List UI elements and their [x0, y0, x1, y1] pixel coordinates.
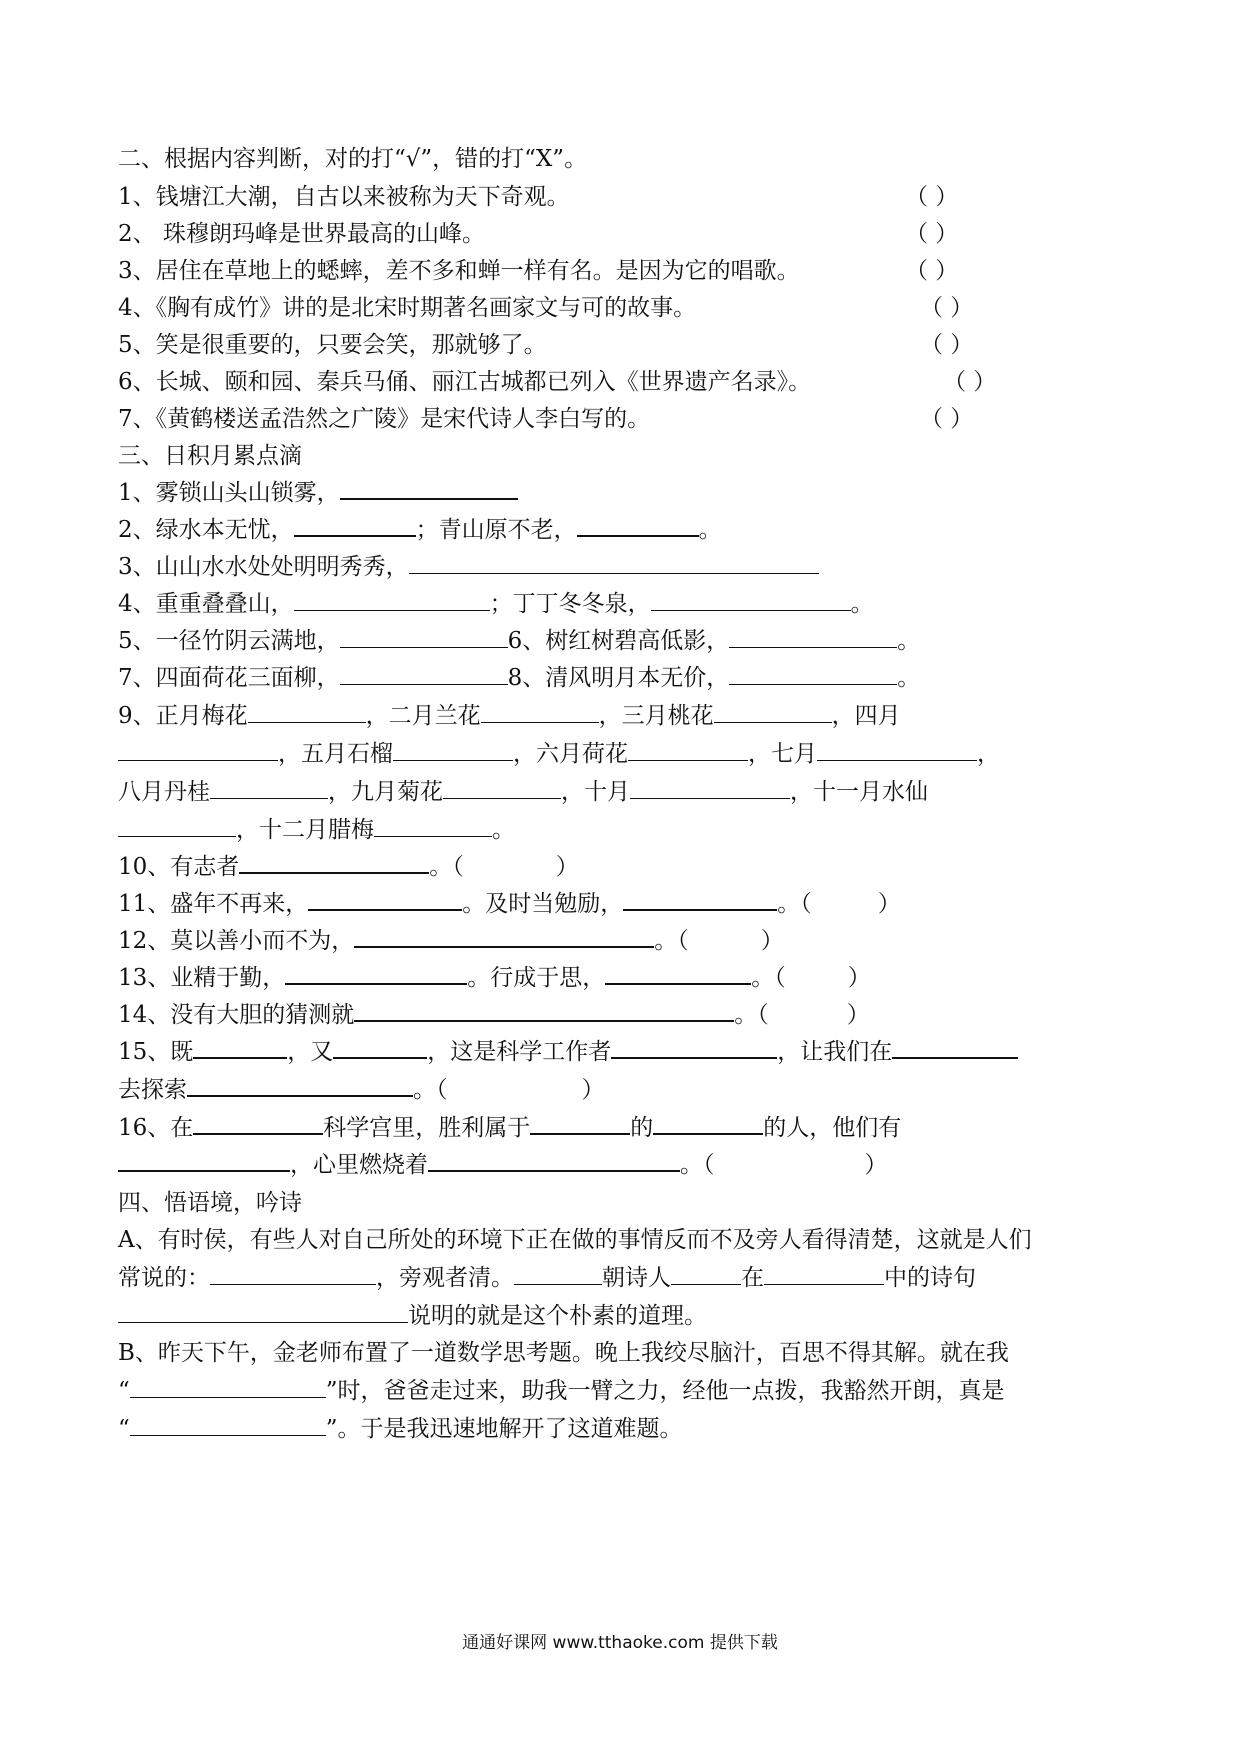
fill-text: 2、绿水本无忧，: [118, 517, 294, 543]
answer-blank[interactable]: [118, 740, 278, 761]
para-a-line-2: [118, 1263, 976, 1293]
fill-text: 去探索: [118, 1077, 187, 1103]
fill-text: 。: [897, 665, 921, 691]
answer-blank[interactable]: [623, 889, 777, 911]
footer-watermark: 通通好课网 www.tthaoke.com 提供下载: [462, 1633, 778, 1653]
answer-blank[interactable]: [443, 778, 561, 799]
answer-blank[interactable]: [481, 702, 599, 723]
answer-blank[interactable]: [187, 1075, 413, 1097]
answer-blank[interactable]: [892, 1037, 1018, 1059]
fill-text: 八月丹桂: [118, 779, 210, 805]
fill-text: 。行成于思，: [467, 965, 606, 991]
fill-text: 4、重重叠叠山，: [118, 591, 294, 617]
fill-line-11: [118, 889, 901, 919]
answer-blank[interactable]: [354, 1000, 734, 1022]
fill-text: ，九月菊花: [328, 779, 443, 805]
section-4-title: 四、悟语境，吟诗: [118, 1190, 302, 1216]
judge-item-5: 5、笑是很重要的，只要会笑，那就够了。: [118, 332, 547, 358]
answer-blank[interactable]: [714, 702, 832, 723]
fill-line-16b: [118, 1150, 888, 1180]
fill-text: 的: [630, 1115, 654, 1141]
answer-blank[interactable]: [294, 590, 490, 611]
fill-text: ）: [847, 965, 871, 991]
fill-text: 。（: [680, 1152, 715, 1178]
answer-blank[interactable]: [118, 1302, 408, 1323]
fill-text: 。（: [413, 1077, 448, 1103]
fill-line-9d: [118, 815, 515, 845]
fill-text: 。（: [777, 891, 812, 917]
fill-text: ，六月荷花: [513, 741, 628, 767]
fill-text: 。: [492, 817, 515, 843]
para-b-line-3: [118, 1414, 683, 1444]
fill-line-7: [118, 663, 920, 693]
judge-answer-7[interactable]: （ ）: [920, 406, 974, 432]
answer-blank[interactable]: [340, 664, 508, 685]
answer-blank[interactable]: [374, 816, 492, 837]
fill-line-10: [118, 852, 579, 882]
fill-text: ，五月石榴: [278, 741, 393, 767]
answer-blank[interactable]: [729, 627, 897, 648]
fill-text: ，七月: [748, 741, 817, 767]
answer-blank[interactable]: [210, 1264, 376, 1285]
answer-blank[interactable]: [340, 478, 518, 500]
fill-text: 。: [897, 628, 921, 654]
answer-blank[interactable]: [308, 889, 462, 911]
fill-text: ，: [977, 741, 1000, 767]
answer-blank[interactable]: [764, 1264, 884, 1285]
answer-blank[interactable]: [193, 1113, 323, 1135]
fill-text: 10、有志者: [118, 854, 240, 880]
fill-text: 7、四面荷花三面柳，: [118, 665, 340, 691]
fill-text: ，二月兰花: [365, 703, 481, 729]
fill-text: 。及时当勉励，: [462, 891, 624, 917]
answer-blank[interactable]: [294, 515, 416, 537]
fill-text: 在: [741, 1265, 764, 1291]
fill-text: 14、没有大胆的猜测就: [118, 1002, 355, 1028]
judge-answer-5[interactable]: （ ）: [920, 332, 974, 358]
answer-blank[interactable]: [428, 1150, 680, 1172]
judge-item-4: 4、《胸有成竹》讲的是北宋时期著名画家文与可的故事。: [118, 295, 697, 321]
fill-text: 朝诗人: [602, 1265, 671, 1291]
para-a-line-1: A、有时侯，有些人对自己所处的环境下正在做的事情反而不及旁人看得清楚，这就是人们: [118, 1227, 1032, 1253]
fill-text: ）: [864, 1152, 888, 1178]
fill-line-2: [118, 515, 722, 545]
answer-blank[interactable]: [130, 1377, 326, 1398]
fill-line-15a: [118, 1037, 1018, 1067]
answer-blank[interactable]: [354, 926, 654, 948]
fill-text: 。: [850, 591, 874, 617]
answer-blank[interactable]: [630, 778, 790, 799]
judge-item-3: 3、居住在草地上的蟋蟀，差不多和蝉一样有名。是因为它的唱歌。: [118, 258, 800, 284]
fill-text: ）: [846, 1002, 870, 1028]
answer-blank[interactable]: [118, 1150, 290, 1172]
answer-blank[interactable]: [653, 1113, 763, 1135]
fill-text: ”。于是我迅速地解开了这道难题。: [325, 1416, 683, 1442]
fill-text: ；青山原不老，: [415, 517, 577, 543]
fill-text: 6、树红树碧高低影，: [507, 628, 730, 654]
judge-item-2: 2、 珠穆朗玛峰是世界最高的山峰。: [118, 221, 485, 247]
answer-blank[interactable]: [193, 1037, 287, 1059]
judge-answer-4[interactable]: （ ）: [920, 295, 974, 321]
answer-blank[interactable]: [239, 852, 429, 874]
answer-blank[interactable]: [530, 1113, 630, 1135]
fill-text: ，十一月水仙: [790, 779, 928, 805]
fill-text: 15、既: [118, 1039, 194, 1065]
para-a-line-3: [118, 1301, 707, 1331]
fill-line-12: [118, 926, 784, 956]
fill-text: 11、盛年不再来，: [118, 891, 309, 917]
fill-text: 常说的：: [118, 1265, 210, 1291]
fill-text: ，四月: [831, 703, 901, 729]
fill-line-15b: [118, 1075, 605, 1105]
fill-text: 科学宫里，胜利属于: [323, 1115, 531, 1141]
answer-blank[interactable]: [605, 963, 751, 985]
answer-blank[interactable]: [248, 702, 366, 723]
fill-text: ，这是科学工作者: [427, 1039, 612, 1065]
fill-line-4: [118, 589, 874, 619]
fill-text: 。（: [429, 854, 464, 880]
fill-text: 9、正月梅花: [118, 703, 248, 729]
fill-text: ，十月: [561, 779, 630, 805]
fill-text: 。（: [734, 1002, 769, 1028]
judge-answer-6[interactable]: （ ）: [943, 369, 997, 395]
answer-blank[interactable]: [651, 590, 851, 611]
answer-blank[interactable]: [577, 515, 699, 537]
answer-blank[interactable]: [393, 740, 513, 761]
fill-text: “: [118, 1416, 130, 1442]
fill-line-3: [118, 552, 819, 582]
answer-blank[interactable]: [118, 816, 236, 837]
answer-blank[interactable]: [333, 1037, 427, 1059]
fill-text: 8、清风明月本无价，: [507, 665, 730, 691]
judge-item-7: 7、《黄鹤楼送孟浩然之广陵》是宋代诗人李白写的。: [118, 406, 651, 432]
answer-blank[interactable]: [628, 740, 748, 761]
fill-text: 13、业精于勤，: [118, 965, 286, 991]
judge-answer-3[interactable]: （ ）: [905, 258, 959, 284]
fill-text: 1、雾锁山头山锁雾，: [118, 480, 340, 506]
fill-text: 。（: [751, 965, 786, 991]
fill-text: 。: [698, 517, 722, 543]
answer-blank[interactable]: [671, 1264, 741, 1285]
fill-text: 说明的就是这个朴素的道理。: [408, 1303, 707, 1329]
fill-line-9b: [118, 739, 1000, 769]
fill-text: ；丁丁冬冬泉，: [489, 591, 651, 617]
fill-text: 3、山山水水处处明明秀秀，: [118, 554, 409, 580]
fill-text: 16、在: [118, 1115, 194, 1141]
fill-text: ，心里燃烧着: [290, 1152, 428, 1178]
fill-text: 12、莫以善小而不为，: [118, 928, 355, 954]
para-b-line-2: [118, 1376, 1005, 1406]
answer-blank[interactable]: [611, 1037, 777, 1059]
section-2-title: 二、根据内容判断，对的打“√”，错的打“X”。: [118, 146, 588, 172]
judge-item-1: 1、钱塘江大潮，自古以来被称为天下奇观。: [118, 184, 570, 210]
section-3-title: 三、日积月累点滴: [118, 443, 302, 469]
fill-text: 中的诗句: [884, 1265, 976, 1291]
fill-text: ，三月桃花: [598, 703, 714, 729]
fill-line-1: [118, 478, 518, 508]
fill-text: 的人，他们有: [763, 1115, 902, 1141]
fill-text: ）: [555, 854, 579, 880]
para-b-line-1: B、昨天下午，金老师布置了一道数学思考题。晚上我绞尽脑汁，百思不得其解。就在我: [118, 1340, 1009, 1366]
fill-text: 。（: [654, 928, 689, 954]
fill-text: ）: [581, 1077, 605, 1103]
answer-blank[interactable]: [210, 778, 328, 799]
answer-blank[interactable]: [130, 1415, 326, 1436]
fill-text: 5、一径竹阴云满地，: [118, 628, 340, 654]
judge-answer-2[interactable]: （ ）: [905, 221, 959, 247]
fill-line-9a: [118, 701, 901, 731]
answer-blank[interactable]: [285, 963, 467, 985]
answer-blank[interactable]: [409, 553, 819, 574]
fill-text: “: [118, 1378, 130, 1404]
fill-text: ，十二月腊梅: [236, 817, 374, 843]
answer-blank[interactable]: [514, 1264, 602, 1285]
judge-item-6: 6、长城、颐和园、秦兵马俑、丽江古城都已列入《世界遗产名录》。: [118, 369, 812, 395]
judge-answer-1[interactable]: （ ）: [905, 184, 959, 210]
fill-text: ，又: [287, 1039, 334, 1065]
fill-line-9c: [118, 777, 928, 807]
fill-line-5: [118, 626, 920, 656]
fill-text: ”时，爸爸走过来，助我一臂之力，经他一点拨，我豁然开朗，真是: [325, 1378, 1005, 1404]
fill-text: ，旁观者清。: [376, 1265, 514, 1291]
fill-text: ）: [760, 928, 784, 954]
answer-blank[interactable]: [817, 740, 977, 761]
answer-blank[interactable]: [729, 664, 897, 685]
fill-text: ，让我们在: [777, 1039, 893, 1065]
fill-line-14: [118, 1000, 870, 1030]
fill-line-13: [118, 963, 871, 993]
fill-text: ）: [877, 891, 901, 917]
answer-blank[interactable]: [340, 627, 508, 648]
fill-line-16a: [118, 1113, 901, 1143]
